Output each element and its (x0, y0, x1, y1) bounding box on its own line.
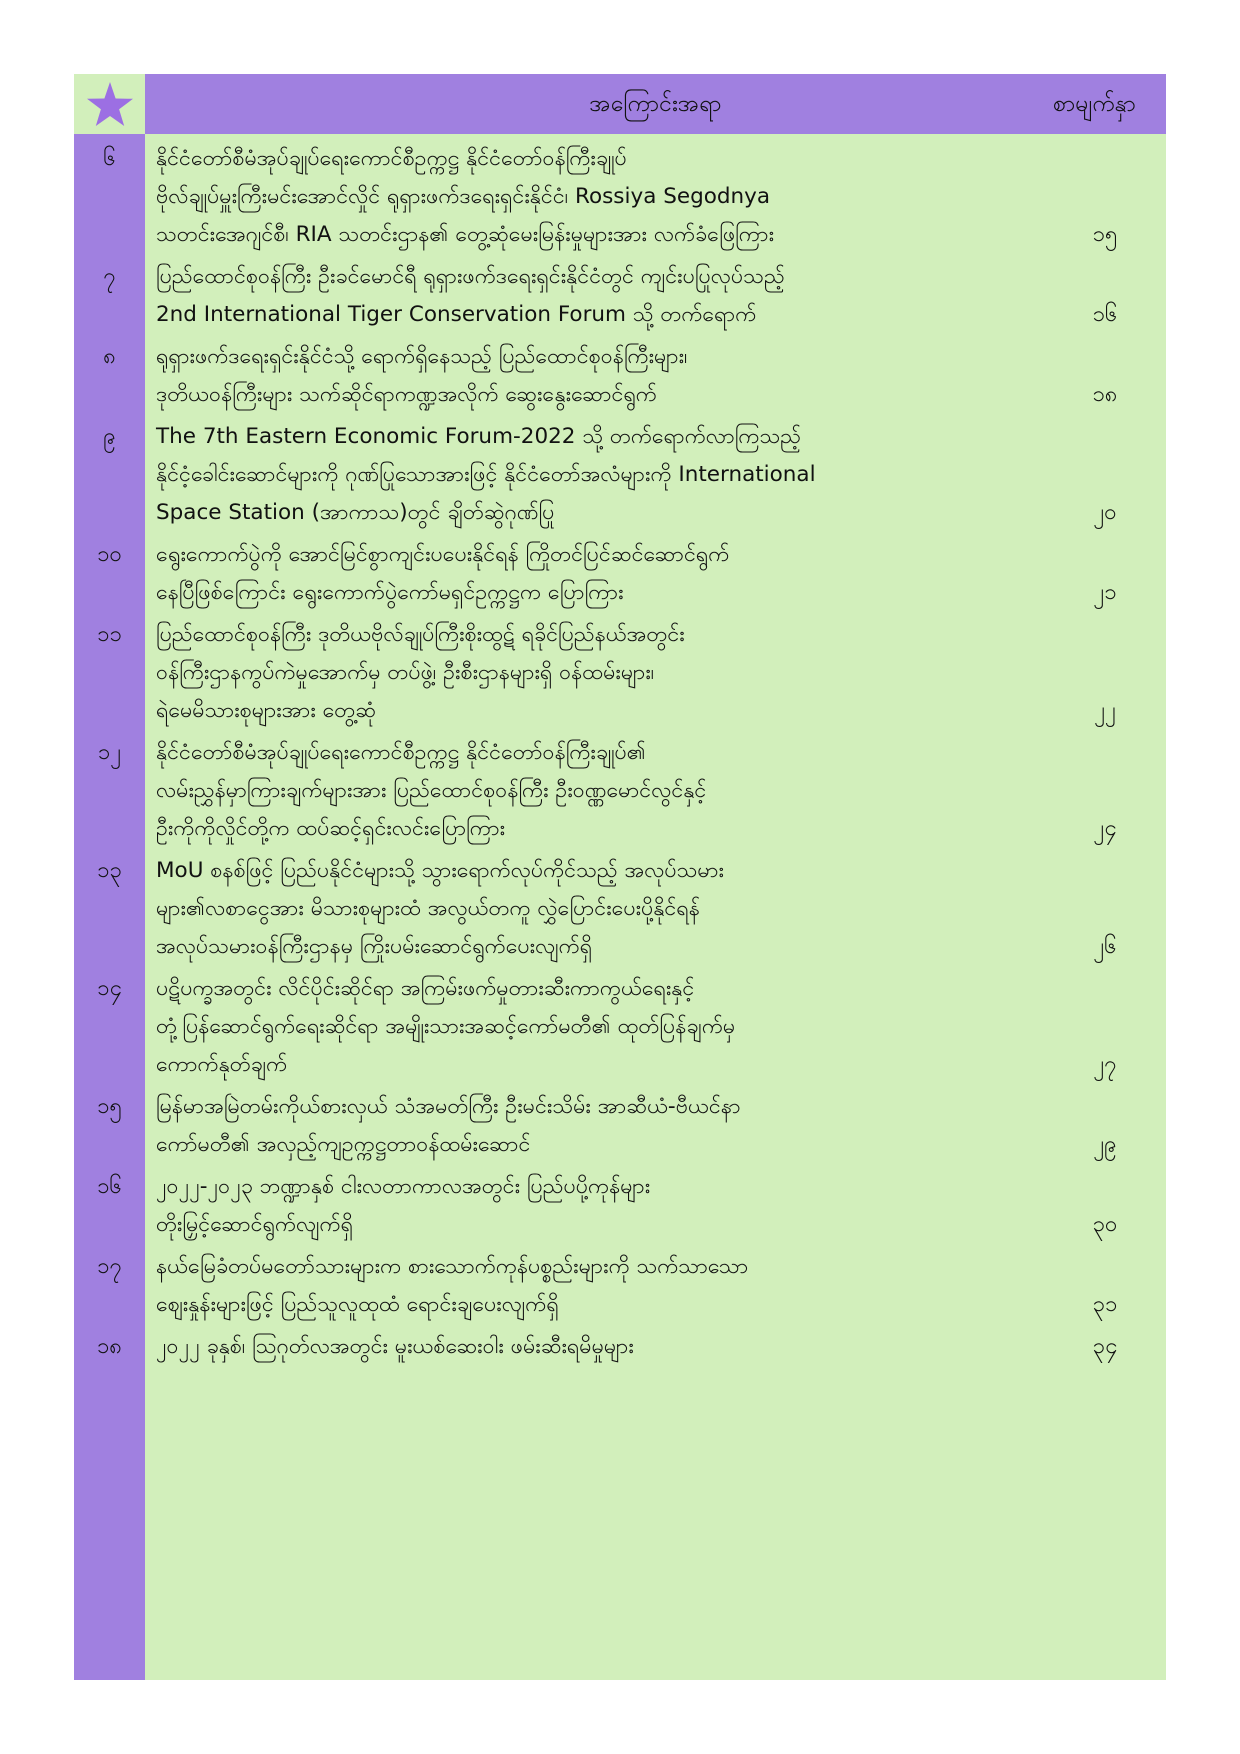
toc-row[interactable] (74, 852, 1166, 966)
entry-number: ၁၀ (97, 542, 122, 567)
toc-row[interactable] (74, 970, 1166, 1084)
entry-title: မြန်မာအမြဲတမ်းကိုယ်စားလှယ် သံအမတ်ကြီး ဦးမင်းသိမ်း အာဆီယံ-ဗီယင်နာ ကော်မတီ၏ အလှည့်ကျဥက္ကဋ္ဌတာဝန်ထမ်းဆောင် (156, 1094, 741, 1157)
entry-title: ရွေးကောက်ပွဲကို အောင်မြင်စွာကျင်းပပေးနိုင်ရန် ကြိုတင်ပြင်ဆင်ဆောင်ရွက် နေပြီဖြစ်ကြောင်း ရွေးကောက်ပွဲကော်မရှင်ဥက္ကဋ္ဌက ပြောကြား (156, 542, 730, 605)
entry-title: MoU စနစ်ဖြင့် ပြည်ပနိုင်ငံများသို့ သွားရောက်လုပ်ကိုင်သည့် အလုပ်သမား များ၏လစာငွေအား မိသားစုများထံ အလွယ်တကူ လွှဲပြောင်းပေးပို့နိုင်ရန် အလုပ်သမားဝန်ကြီးဌာနမှ ကြိုးပမ်းဆောင်ရွက်ပေးလျက်ရှိ (156, 858, 725, 959)
header-title: အကြောင်းအရာ (589, 91, 722, 117)
entry-page: ၁၈ (1092, 382, 1118, 407)
table-of-contents (74, 74, 1166, 1680)
entry-page: ၁၅ (1092, 222, 1118, 247)
entry-number: ၁၆ (97, 1174, 122, 1199)
entry-number: ၁၄ (97, 976, 122, 1001)
toc-row[interactable] (74, 1328, 1166, 1366)
entry-page: ၃၄ (1092, 1334, 1118, 1359)
toc-row[interactable] (74, 140, 1166, 254)
toc-row[interactable] (74, 536, 1166, 612)
entry-page: ၂၇ (1093, 1052, 1117, 1077)
toc-row[interactable] (74, 258, 1166, 334)
entry-number: ၉ (103, 424, 116, 449)
toc-row[interactable] (74, 734, 1166, 848)
entry-title: ပြည်ထောင်စုဝန်ကြီး ဒုတိယဗိုလ်ချုပ်ကြီးစိုးထွဋ် ရခိုင်ပြည်နယ်အတွင်း ဝန်ကြီးဌာနကွပ်ကဲမှုအောက်မှ တပ်ဖွဲ့၊ ဦးစီးဌာနများရှိ ဝန်ထမ်းများ၊ ရဲမေမိသားစုများအား တွေ့ဆုံ (156, 622, 685, 723)
entry-title: ၂၀၂၂-၂၀၂၃ ဘဏ္ဍာနှစ် ငါးလတာကာလအတွင်း ပြည်ပပို့ကုန်များ တိုးမြှင့်ဆောင်ရွက်လျက်ရှိ (156, 1174, 651, 1237)
entry-page: ၁၆ (1092, 302, 1118, 327)
toc-row[interactable] (74, 616, 1166, 730)
entry-title: ပြည်ထောင်စုဝန်ကြီး ဦးခင်မောင်ရီ ရုရှားဖက်ဒရေးရှင်းနိုင်ငံတွင် ကျင်းပပြုလုပ်သည့် 2nd International Tiger Conservation Forum သို့ တက်ရောက် (156, 264, 785, 327)
entry-number: ၁၁ (97, 622, 122, 647)
entry-title: ရုရှားဖက်ဒရေးရှင်းနိုင်ငံသို့ ရောက်ရှိနေသည့် ပြည်ထောင်စုဝန်ကြီးများ၊ ဒုတိယဝန်ကြီးများ သက်ဆိုင်ရာကဏ္ဍအလိုက် ဆွေးနွေးဆောင်ရွက် (156, 344, 688, 407)
toc-row[interactable] (74, 1088, 1166, 1164)
entry-title: ပဋိပက္ခအတွင်း လိင်ပိုင်းဆိုင်ရာ အကြမ်းဖက်မှုတားဆီးကာကွယ်ရေးနှင့် တုံ့ပြန်ဆောင်ရွက်ရေးဆိုင်ရာ အမျိုးသားအဆင့်ကော်မတီ၏ ထုတ်ပြန်ချက်မှ ကောက်နုတ်ချက် (156, 976, 736, 1077)
entry-title: နိုင်ငံတော်စီမံအုပ်ချုပ်ရေးကောင်စီဥက္ကဋ္ဌ နိုင်ငံတော်ဝန်ကြီးချုပ် ဗိုလ်ချုပ်မှူးကြီးမင်းအောင်လှိုင် ရုရှားဖက်ဒရေးရှင်းနိုင်ငံ၊ Rossiya Segodnya သတင်းအေဂျင်စီ၊ RIA သတင်းဌာန၏ တွေ့ဆုံမေးမြန်းမှုများအား လက်ခံဖြေကြား (156, 146, 775, 247)
entry-number: ၁၂ (97, 740, 122, 765)
toc-row[interactable] (74, 338, 1166, 414)
entry-number: ၁၅ (97, 1094, 122, 1119)
entry-page: ၂၆ (1093, 934, 1117, 959)
header-page-label: စာမျက်နှာ (1052, 91, 1136, 117)
entry-number: ၇ (103, 264, 116, 289)
entry-number: ၁၈ (97, 1334, 122, 1359)
entry-number: ၁၇ (97, 1254, 122, 1279)
entry-page: ၂၂ (1094, 698, 1116, 723)
entry-page: ၂၄ (1093, 816, 1117, 841)
entry-number: ၆ (103, 146, 116, 171)
star-icon (86, 81, 134, 127)
entry-title: နယ်မြေခံတပ်မတော်သားများက စားသောက်ကုန်ပစ္စည်းများကို သက်သာသော ဈေးနှုန်းများဖြင့် ပြည်သူလူထုထံ ရောင်းချပေးလျက်ရှိ (156, 1254, 749, 1317)
toc-row[interactable] (74, 1168, 1166, 1244)
entry-title: The 7th Eastern Economic Forum-2022 သို့ တက်ရောက်လာကြသည့် နိုင်ငံ့ခေါင်းဆောင်များကို ဂုဏ်ပြုသောအားဖြင့် နိုင်ငံတော်အလံများကို International Space Station (အာကာသ)တွင် ချိတ်ဆွဲဂုဏ်ပြု (156, 424, 816, 525)
entry-page: ၃၀ (1092, 1212, 1118, 1237)
entry-page: ၃၁ (1092, 1292, 1118, 1317)
entry-title: နိုင်ငံတော်စီမံအုပ်ချုပ်ရေးကောင်စီဥက္ကဋ္ဌ နိုင်ငံတော်ဝန်ကြီးချုပ်၏ လမ်းညွှန်မှာကြားချက်များအား ပြည်ထောင်စုဝန်ကြီး ဦးဝဏ္ဏမောင်လွင်နှင့် ဦးကိုကိုလှိုင်တို့က ထပ်ဆင့်ရှင်းလင်းပြောကြား (156, 740, 707, 841)
entry-title: ၂၀၂၂ ခုနှစ်၊ ဩဂုတ်လအတွင်း မူးယစ်ဆေးဝါး ဖမ်းဆီးရမိမှုများ (156, 1334, 634, 1359)
entry-page: ၂၁ (1093, 580, 1117, 605)
toc-rows (74, 140, 1166, 1370)
entry-number: ၁၃ (97, 858, 122, 883)
toc-row[interactable] (74, 418, 1166, 532)
entry-page: ၂၉ (1093, 1132, 1117, 1157)
entry-number: ၈ (103, 344, 116, 369)
toc-row[interactable] (74, 1248, 1166, 1324)
table-header (145, 74, 1166, 134)
star-cell (74, 74, 145, 134)
entry-page: ၂၀ (1093, 500, 1117, 525)
